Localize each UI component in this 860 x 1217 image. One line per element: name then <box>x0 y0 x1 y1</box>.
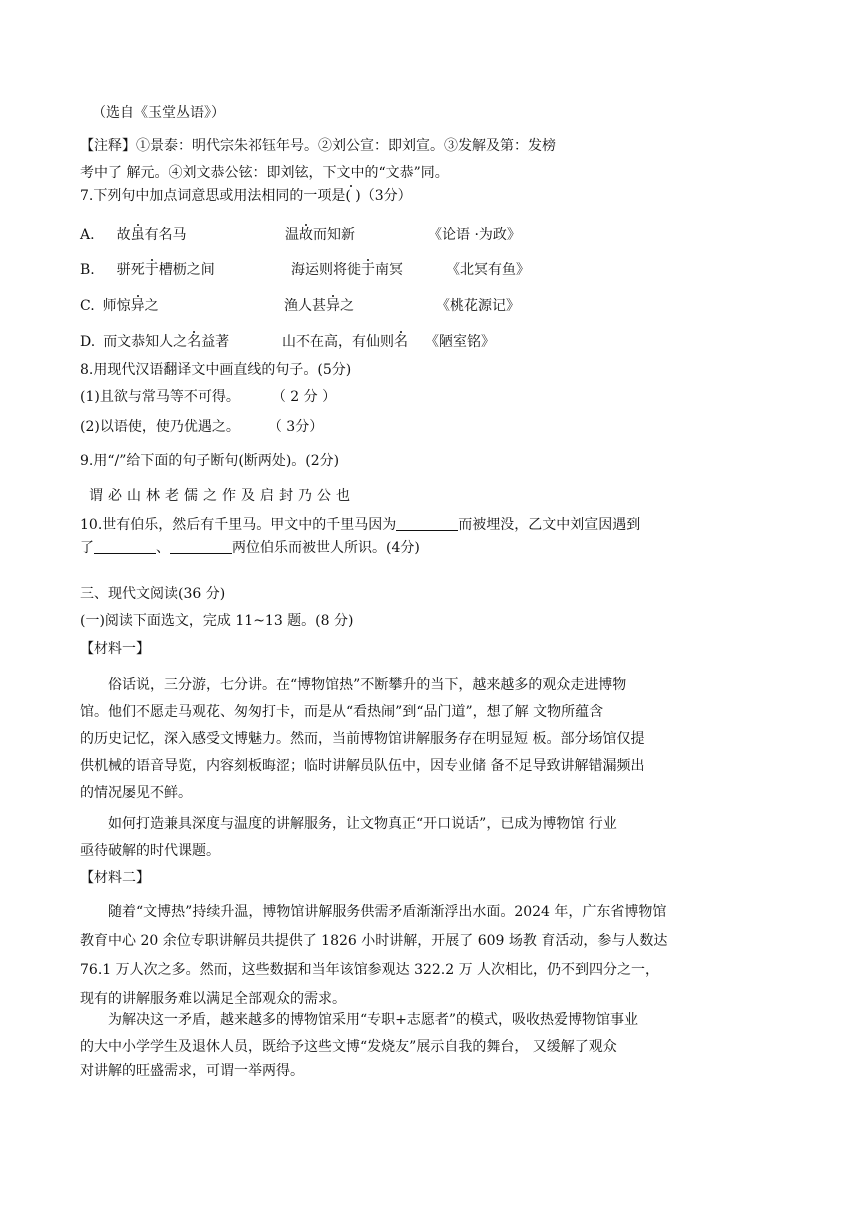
q7-option-c-source: 《桃花源记》 <box>436 298 520 314</box>
material-2-line-6: 的大中小学学生及退休人员，既给予这些文博“发烧友”展示自我的舞台， 又缓解了观众 <box>80 1039 617 1055</box>
q7-option-d-source: 《陋室铭》 <box>425 334 495 350</box>
material-2-line-2: 教育中心 20 余位专职讲解员共提供了 1826 小时讲解，开展了 609 场教 育活动，参与人数达 <box>80 933 668 949</box>
material-2-line-3: 76.1 万人次之多。然而，这些数据和当年该馆参观达 322.2 万 人次相比，仍不到四分之一， <box>80 962 660 978</box>
q8-item-2: (2)以语使，使乃优遇之。 （ 3分） <box>80 419 324 435</box>
option-letter: A. <box>80 227 95 243</box>
q7-option-a[interactable] <box>80 226 187 244</box>
option-letter: B. <box>80 262 95 278</box>
material-1-line-7: 亟待破解的时代课题。 <box>80 843 220 859</box>
material-1-heading: 【材料一】 <box>80 641 150 657</box>
q7-prompt-after: )（3分） <box>350 188 412 204</box>
q7-option-c-sentence-2: 渔人甚异之 <box>284 298 354 314</box>
material-1-line-3: 的历史记忆，深入感受文博魅力。然而，当前博物馆讲解服务存在明显短 板。部分场馆仅提 <box>80 731 645 747</box>
q7-option-b-sentence-2: 海运则将徙于南冥 <box>291 262 403 278</box>
q8-prompt: 8.用现代汉语翻译文中画直线的句子。(5分) <box>80 362 352 378</box>
q7-option-a-sentence-2: 温故而知新 <box>285 227 355 243</box>
material-2-line-5: 为解决这一矛盾，越来越多的博物馆采用“专职+志愿者”的模式，吸收热爱博物馆事业 <box>108 1012 639 1028</box>
q7-option-d-sentence-2: 山不在高，有仙则名 <box>282 334 408 350</box>
option-sentence-1: 师惊异之 <box>102 298 159 314</box>
material-2-heading: 【材料二】 <box>80 870 150 886</box>
q10-blank-2[interactable] <box>94 539 156 554</box>
annotation-line-2: 考中了 解元。④刘文恭公铉：即刘铉，下文中的“文恭”同。 <box>80 165 449 181</box>
q9-prompt: 9.用“/”给下面的句子断句(断两处)。(2分) <box>80 453 340 469</box>
option-letter: D. <box>80 334 96 350</box>
annotation-line-1: 【注释】①景泰：明代宗朱祁钰年号。②刘公宣：即刘宣。③发解及第：发榜 <box>80 138 556 154</box>
q10-line-2: 了 、 两位伯乐而被世人所识。(4分) <box>80 540 420 556</box>
q10-blank-1[interactable] <box>396 516 458 531</box>
material-2-line-4: 现有的讲解服务难以满足全部观众的需求。 <box>80 991 346 1007</box>
q7-option-c[interactable] <box>80 297 159 315</box>
q8-item-1-score: （ 2 分 ） <box>271 389 337 405</box>
section-3-heading: 三、现代文阅读(36 分) <box>80 586 226 602</box>
source-line: （选自《玉堂丛语》） <box>92 105 225 121</box>
material-2-line-7: 对讲解的旺盛需求，可谓一举两得。 <box>80 1063 304 1079</box>
q7-option-a-source: 《论语 ·为政》 <box>428 227 521 243</box>
material-1-line-2: 馆。他们不愿走马观花、匆匆打卡，而是从“看热闹”到“品门道”，想了解 文物所蕴含 <box>80 704 604 720</box>
q7-option-b[interactable] <box>80 261 215 279</box>
material-1-line-5: 的情况屡见不鲜。 <box>80 785 192 801</box>
option-sentence-1: 而文恭知人之名益著 <box>103 334 230 350</box>
option-letter: C. <box>80 298 95 314</box>
q8-item-1: (1)且欲与常马等不可得。 （ 2 分 ） <box>80 389 337 405</box>
material-1-line-6: 如何打造兼具深度与温度的讲解服务，让文物真正“开口说话”，已成为博物馆 行业 <box>108 816 617 832</box>
reading-intro: (一)阅读下面选文，完成 11~13 题。(8 分) <box>80 613 354 629</box>
q10-blank-3[interactable] <box>170 539 232 554</box>
q9-sentence: 谓必山林老儒之作及启封乃公也 <box>89 488 355 504</box>
q7-prompt <box>80 187 412 205</box>
option-sentence-1: 故虽有名马 <box>116 227 187 243</box>
material-1-line-4: 供机械的语音导览，内容刻板晦涩；临时讲解员队伍中，因专业储 备不足导致讲解错漏频出 <box>80 758 645 774</box>
q7-option-d[interactable] <box>80 333 229 351</box>
q7-option-b-source: 《北冥有鱼》 <box>446 262 530 278</box>
q8-item-2-score: （ 3分） <box>267 419 324 435</box>
material-2-line-1: 随着“文博热”持续升温，博物馆讲解服务供需矛盾渐渐浮出水面。2024 年，广东省博物馆 <box>108 904 667 920</box>
material-1-line-1: 俗话说，三分游，七分讲。在“博物馆热”不断攀升的当下，越来越多的观众走进博物 <box>108 677 627 693</box>
q10-line-1: 10.世有伯乐，然后有千里马。甲文中的千里马因为 而被埋没，乙文中刘宣因遇到 <box>80 517 641 533</box>
q7-prompt-before: 7.下列句中加点词意思或用法相同的一项是( <box>80 188 351 204</box>
option-sentence-1: 骈死于槽枥之间 <box>116 262 215 278</box>
